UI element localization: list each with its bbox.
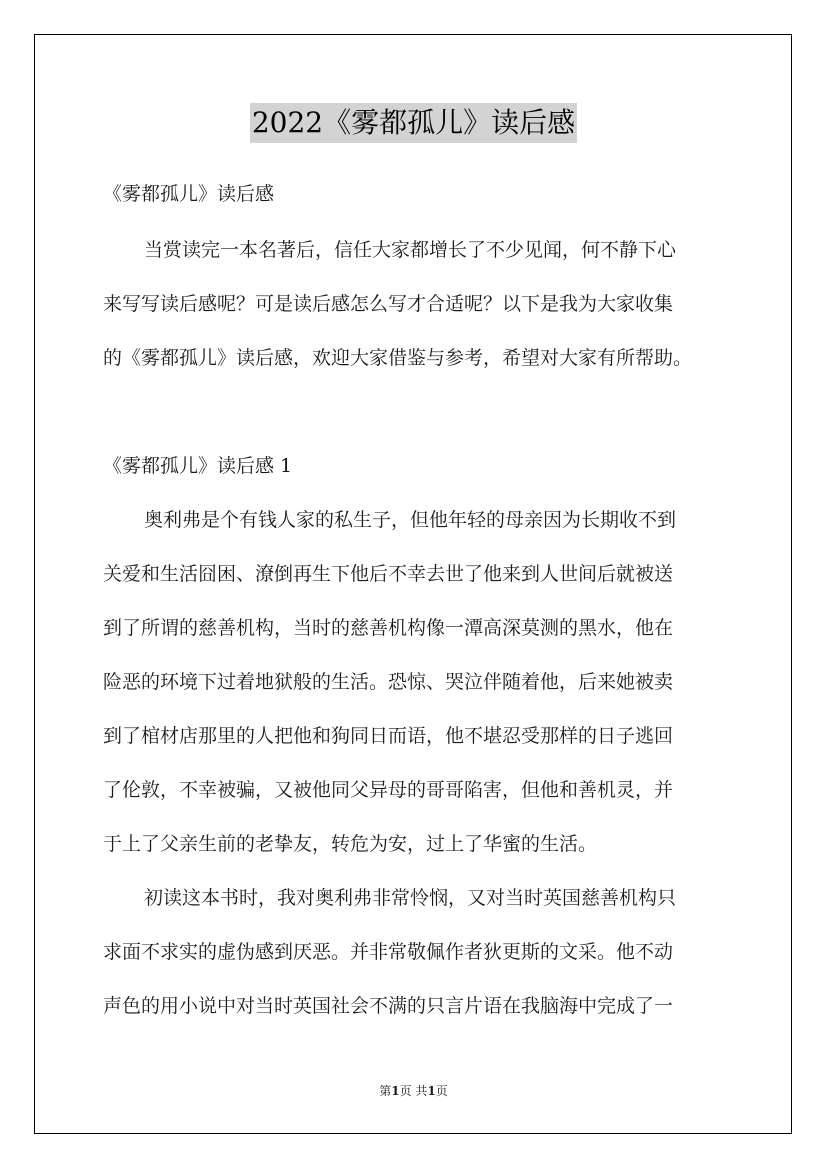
section-heading: 《雾都孤儿》读后感 1 <box>103 455 293 477</box>
body-line: 险恶的环境下过着地狱般的生活。恐惊、哭泣伴随着他，后来她被卖 <box>103 671 674 693</box>
body-line: 到了棺材店那里的人把他和狗同日而语，他不堪忍受那样的日子逃回 <box>103 725 674 747</box>
title-container <box>0 103 827 143</box>
footer-suffix: 页 <box>435 1084 448 1098</box>
body-line: 奥利弗是个有钱人家的私生子，但他年轻的母亲因为长期收不到 <box>144 509 677 531</box>
footer-page-number: 1 <box>391 1084 400 1098</box>
subtitle: 《雾都孤儿》读后感 <box>103 183 275 205</box>
body-line: 声色的用小说中对当时英国社会不满的只言片语在我脑海中完成了一 <box>103 995 674 1017</box>
document-title: 2022《雾都孤儿》读后感 <box>250 103 577 143</box>
body-line: 关爱和生活囧困、潦倒再生下他后不幸去世了他来到人世间后就被送 <box>103 563 674 585</box>
page-footer <box>0 1083 827 1099</box>
intro-line: 来写写读后感呢？可是读后感怎么写才合适呢？以下是我为大家收集 <box>103 293 674 315</box>
body-line: 初读这本书时，我对奥利弗非常怜悯，又对当时英国慈善机构只 <box>144 887 677 909</box>
footer-page-total: 1 <box>427 1084 436 1098</box>
footer-prefix: 第 <box>379 1084 392 1098</box>
body-line: 求面不求实的虚伪感到厌恶。并非常敬佩作者狄更斯的文采。他不动 <box>103 941 674 963</box>
body-line: 了伦敦，不幸被骗，又被他同父异母的哥哥陷害，但他和善机灵，并 <box>103 779 674 801</box>
footer-middle: 页 共 <box>399 1084 428 1098</box>
body-line: 于上了父亲生前的老挚友，转危为安，过上了华蜜的生活。 <box>103 833 598 855</box>
intro-line: 当赏读完一本名著后，信任大家都增长了不少见闻，何不静下心 <box>144 239 677 261</box>
intro-line: 的《雾都孤儿》读后感，欢迎大家借鉴与参考，希望对大家有所帮助。 <box>103 347 693 369</box>
body-line: 到了所谓的慈善机构，当时的慈善机构像一潭高深莫测的黑水，他在 <box>103 617 674 639</box>
